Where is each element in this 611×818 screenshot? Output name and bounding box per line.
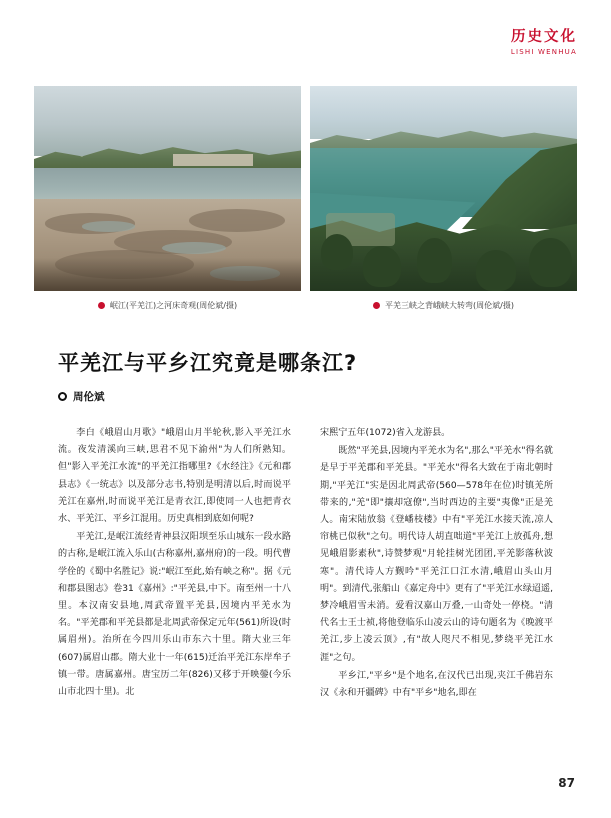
caption-left xyxy=(34,300,301,311)
caption-right xyxy=(310,300,577,311)
article-body xyxy=(58,425,553,703)
paragraph: 既然"平羌县,因境内平羌水为名",那么"平羌水"得名就是早于平羌郡和平羌县。"平羌水"得名大致在于南北朝时期,"平羌江"实是因北周武帝(560—578年在位)时镇羌所带来的,"羌"即"攘却寇僚",当时西边的主要"夷像"正是羌人。南宋陆放翁《登嶓枝楼》中有"平羌江水接天流,凉人帘桃已似秋"之句。明代诗人胡直咄道"平羌江上放孤舟,想见峨眉影素秋",诗赞梦观"月轮挂树光团团,平羌影落秋波寒"。清代诗人方觐吟"平羌江口江水清,峨眉山头山月明"。到清代,张船山《嘉定舟中》更有了"平羌江水绿迢遥,梦冷峨眉雪未消。爱看汉嘉山万叠,一山奇处一停桡。"清代名士王士祯,将他登临乐山凌云山的诗句题名为《晚渡平羌江,步上凌云顶》,有"故人咫尺不相见,梦绕平羌江水涯"之句。 xyxy=(320,446,553,663)
photo-right xyxy=(310,86,577,291)
photo-right-sky xyxy=(310,86,577,139)
paragraph: 平乡江,"平乡"是个地名,在汉代已出现,夹江千佛岩东汉《永和开疆碑》中有"平乡"地名,即在 xyxy=(320,670,553,699)
bullet-ring-icon xyxy=(58,392,67,401)
paragraph: 宋熙宁五年(1072)省入龙游县。 xyxy=(320,428,451,438)
photo-right-tree xyxy=(321,234,353,271)
section-header xyxy=(511,30,577,57)
page-number: 87 xyxy=(558,776,575,790)
bullet-dot-icon xyxy=(98,302,105,309)
article-byline xyxy=(58,389,105,404)
photo-left xyxy=(34,86,301,291)
photo-left-village xyxy=(173,154,253,166)
column-right xyxy=(320,425,553,703)
paragraph: 平羌江,是岷江流经青神县汉阳坝至乐山城东一段水路的古称,是岷江流入乐山(古称嘉州,嘉州府)的一段。明代曹学佺的《蜀中名胜记》说:"岷江至此,始有峡之称"。据《元和郡县图志》卷31《嘉州》:"平羌县,中下。南至州一十八里。本汉南安县地,周武帝置平羌县,因境内平羌水为名。"平羌郡和平羌县都是北周武帝保定元年(561)所设(时属眉州)。治所在今四川乐山市东六十里。隋大业三年(607)属眉山郡。隋大业十一年(615)迁治平羌江东岸牟子镇一带。唐属嘉州。唐宝历二年(826)又移于开映鎣(今乐山市北四十里)。北 xyxy=(58,532,291,698)
caption-right-text: 平羌三峡之背峨峡大转弯(周伦斌/摄) xyxy=(385,301,514,310)
column-left xyxy=(58,425,291,703)
photo-left-foreground-shadow xyxy=(34,258,301,291)
photo-left-rock xyxy=(189,209,285,232)
article-title: 平羌江与平乡江究竟是哪条江? xyxy=(58,351,358,375)
section-title-pinyin: LISHI WENHUA xyxy=(510,47,577,56)
photo-left-pool xyxy=(82,221,135,231)
photo-right-tree xyxy=(529,238,572,287)
paragraph: 李白《峨眉山月歌》"峨眉山月半轮秋,影入平羌江水流。夜发清溪向三峡,思君不见下渝州"为人们所熟知。但"影入平羌江水流"的平羌江指哪里?《水经注》《元和郡县志》《一统志》以及部分志书,特别是明清以后,时而说平羌江在嘉州,时而说平羌江是青衣江,即使同一人也把青衣水、平羌江、平乡江混用。历史真相到底如何呢? xyxy=(58,428,291,525)
author-name: 周伦斌 xyxy=(73,391,105,403)
photo-right-tree xyxy=(476,250,516,291)
section-title-cn: 历史文化 xyxy=(511,29,577,45)
photo-right-tree xyxy=(363,246,400,287)
caption-left-text: 岷江(平羌江)之河床奇观(周伦斌/摄) xyxy=(109,301,238,310)
photo-right-tree xyxy=(417,238,452,283)
photo-left-river xyxy=(34,168,301,203)
bullet-dot-icon xyxy=(373,302,380,309)
photo-row xyxy=(34,86,577,291)
caption-row xyxy=(34,300,577,311)
photo-left-pool xyxy=(162,242,226,254)
photo-left-sky xyxy=(34,86,301,156)
